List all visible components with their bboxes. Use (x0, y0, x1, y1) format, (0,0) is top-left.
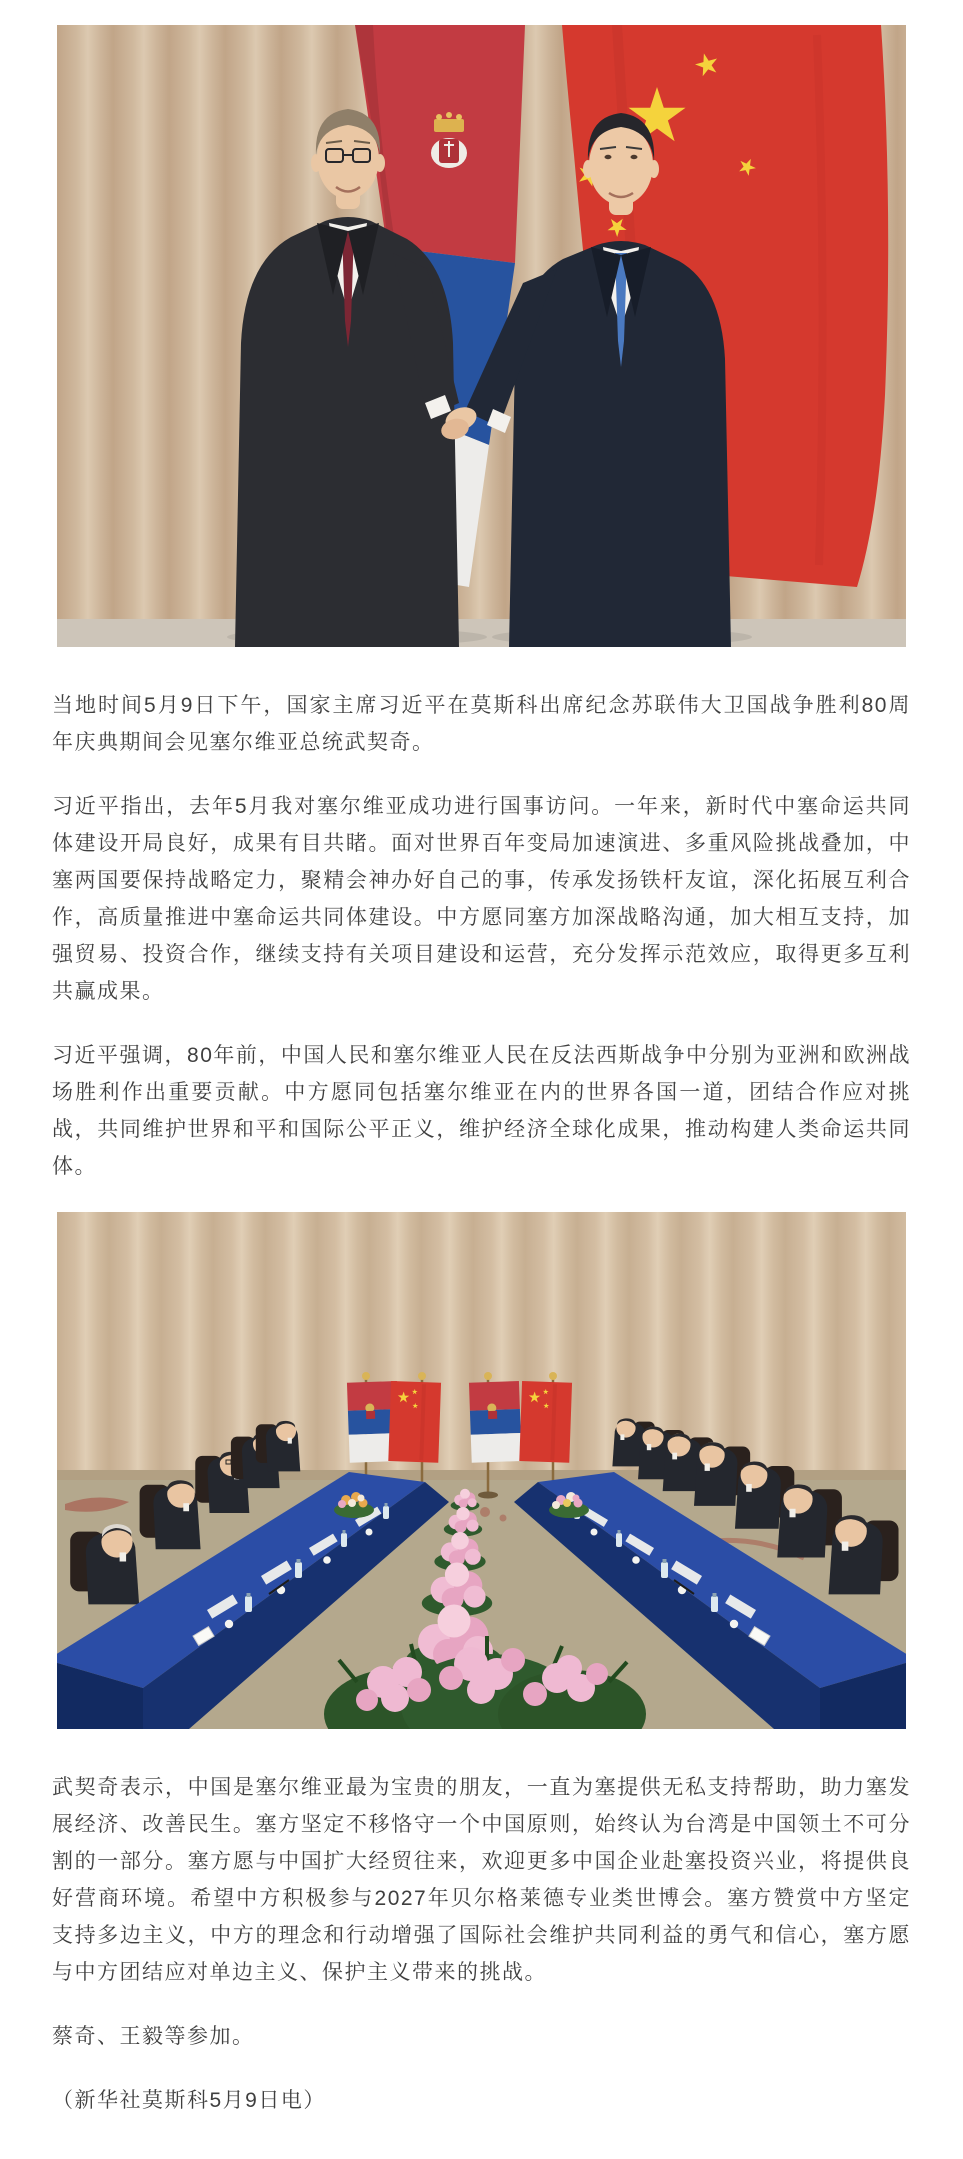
body-paragraph-4: 武契奇表示，中国是塞尔维亚最为宝贵的朋友，一直为塞提供无私支持帮助，助力塞发展经济、改善民生。塞方坚定不移恪守一个中国原则，始终认为台湾是中国领土不可分割的一部分。塞方愿与中国扩大经贸往来，欢迎更多中国企业赴塞投资兴业，将提供良好营商环境。希望中方积极参与2027年贝尔格莱德专业类世博会。塞方赞赏中方坚定支持多边主义，中方的理念和行动增强了国际社会维护共同利益的勇气和信心，塞方愿与中方团结应对单边主义、保护主义带来的挑战。 (52, 1776, 911, 1984)
body-paragraph-1: 当地时间5月9日下午，国家主席习近平在莫斯科出席纪念苏联伟大卫国战争胜利80周年庆典期间会见塞尔维亚总统武契奇。 (52, 694, 911, 754)
body-paragraph-3: 习近平强调，80年前，中国人民和塞尔维亚人民在反法西斯战争中分别为亚洲和欧洲战场胜利作出重要贡献。中方愿同包括塞尔维亚在内的世界各国一道，团结合作应对挑战，共同维护世界和平和国际公平正义，维护经济全球化成果，推动构建人类命运共同体。 (52, 1044, 911, 1178)
floor (57, 619, 906, 647)
photo-handshake[interactable] (57, 25, 906, 647)
photo-meeting[interactable] (57, 1212, 906, 1729)
source-line: （新华社莫斯科5月9日电） (52, 2089, 326, 2112)
attendees-line: 蔡奇、王毅等参加。 (52, 2025, 255, 2048)
body-paragraph-2: 习近平指出，去年5月我对塞尔维亚成功进行国事访问。一年来，新时代中塞命运共同体建设开局良好，成果有目共睹。面对世界百年变局加速演进、多重风险挑战叠加，中塞两国要保持战略定力，聚精会神办好自己的事，传承发扬铁杆友谊，深化拓展互利合作，高质量推进中塞命运共同体建设。中方愿同塞方加深战略沟通，加大相互支持，加强贸易、投资合作，继续支持有关项目建设和运营，充分发挥示范效应，取得更多互利共赢成果。 (52, 795, 911, 1003)
